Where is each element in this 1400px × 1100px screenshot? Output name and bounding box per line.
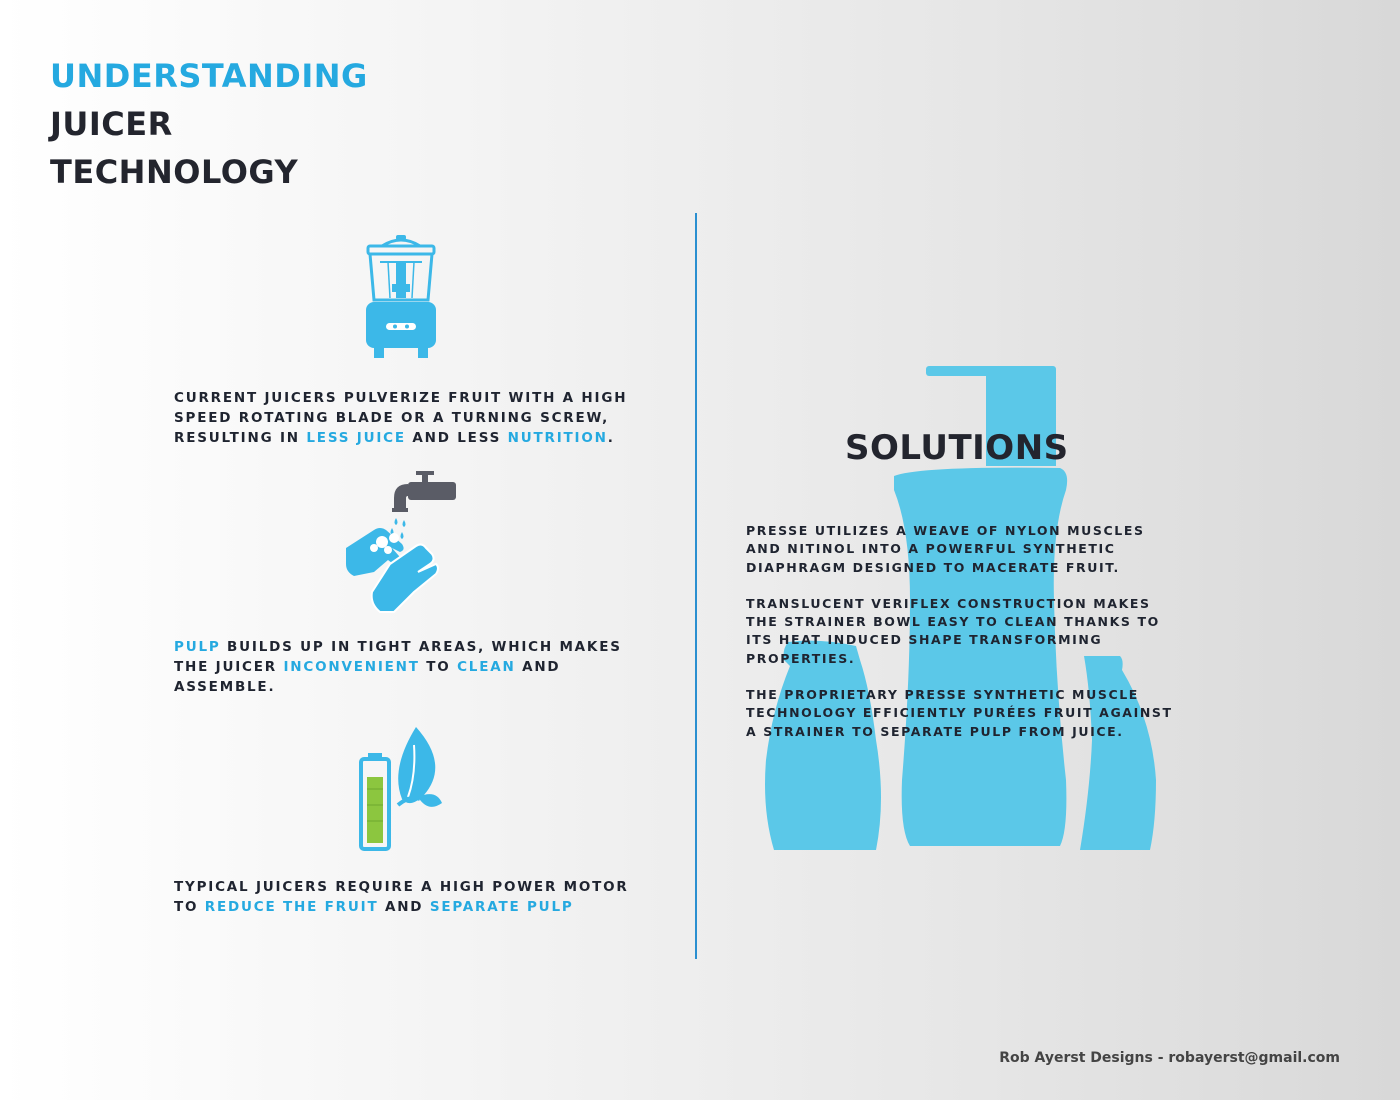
highlight-pulp: PULP [174, 639, 221, 655]
page-title [50, 52, 368, 196]
highlight-reduce-the-fruit: REDUCE THE FRUIT [204, 899, 379, 915]
solutions-body [746, 522, 1176, 759]
faucet-handwash-icon [344, 468, 460, 618]
title-line-juicer: JUICER [50, 105, 173, 143]
section-divider [695, 213, 697, 959]
highlight-less-juice: LESS JUICE [306, 430, 406, 446]
blender-icon [360, 232, 442, 362]
battery-leaf-icon [358, 725, 444, 853]
solutions-heading: SOLUTIONS [845, 428, 1069, 468]
highlight-inconvenient: INCONVENIENT [283, 659, 420, 675]
highlight-clean: CLEAN [457, 659, 516, 675]
title-line-technology: TECHNOLOGY [50, 153, 299, 191]
solution-paragraph-3: THE PROPRIETARY PRESSE SYNTHETIC MUSCLE TECHNOLOGY EFFICIENTLY PURÉES FRUIT AGAINST A STRAINER TO SEPARATE PULP FROM JUICE. [746, 687, 1173, 739]
highlight-nutrition: NUTRITION [507, 430, 608, 446]
solution-paragraph-1: PRESSE UTILIZES A WEAVE OF NYLON MUSCLES AND NITINOL INTO A POWERFUL SYNTHETIC DIAPHRAGM DESIGNED TO MACERATE FRUIT. [746, 523, 1145, 575]
footer-credit: Rob Ayerst Designs - robayerst@gmail.com [999, 1050, 1340, 1066]
problem-blade-text: CURRENT JUICERS PULVERIZE FRUIT WITH A HIGH SPEED ROTATING BLADE OR A TURNING SCREW, RESULTING IN LESS JUICE AND LESS NUTRITION. [174, 390, 628, 446]
problem-pulp-text: PULP BUILDS UP IN TIGHT AREAS, WHICH MAKES THE JUICER INCONVENIENT TO CLEAN AND ASSEMBLE. [174, 639, 622, 695]
problem-motor-text: TYPICAL JUICERS REQUIRE A HIGH POWER MOTOR TO REDUCE THE FRUIT AND SEPARATE PULP [174, 879, 629, 915]
highlight-separate-pulp: SEPARATE PULP [429, 899, 574, 915]
solution-paragraph-2: TRANSLUCENT VERIFLEX CONSTRUCTION MAKES THE STRAINER BOWL EASY TO CLEAN THANKS TO ITS HEAT INDUCED SHAPE TRANSFORMING PROPERTIES. [746, 595, 1160, 666]
title-line-understanding: UNDERSTANDING [50, 57, 368, 95]
